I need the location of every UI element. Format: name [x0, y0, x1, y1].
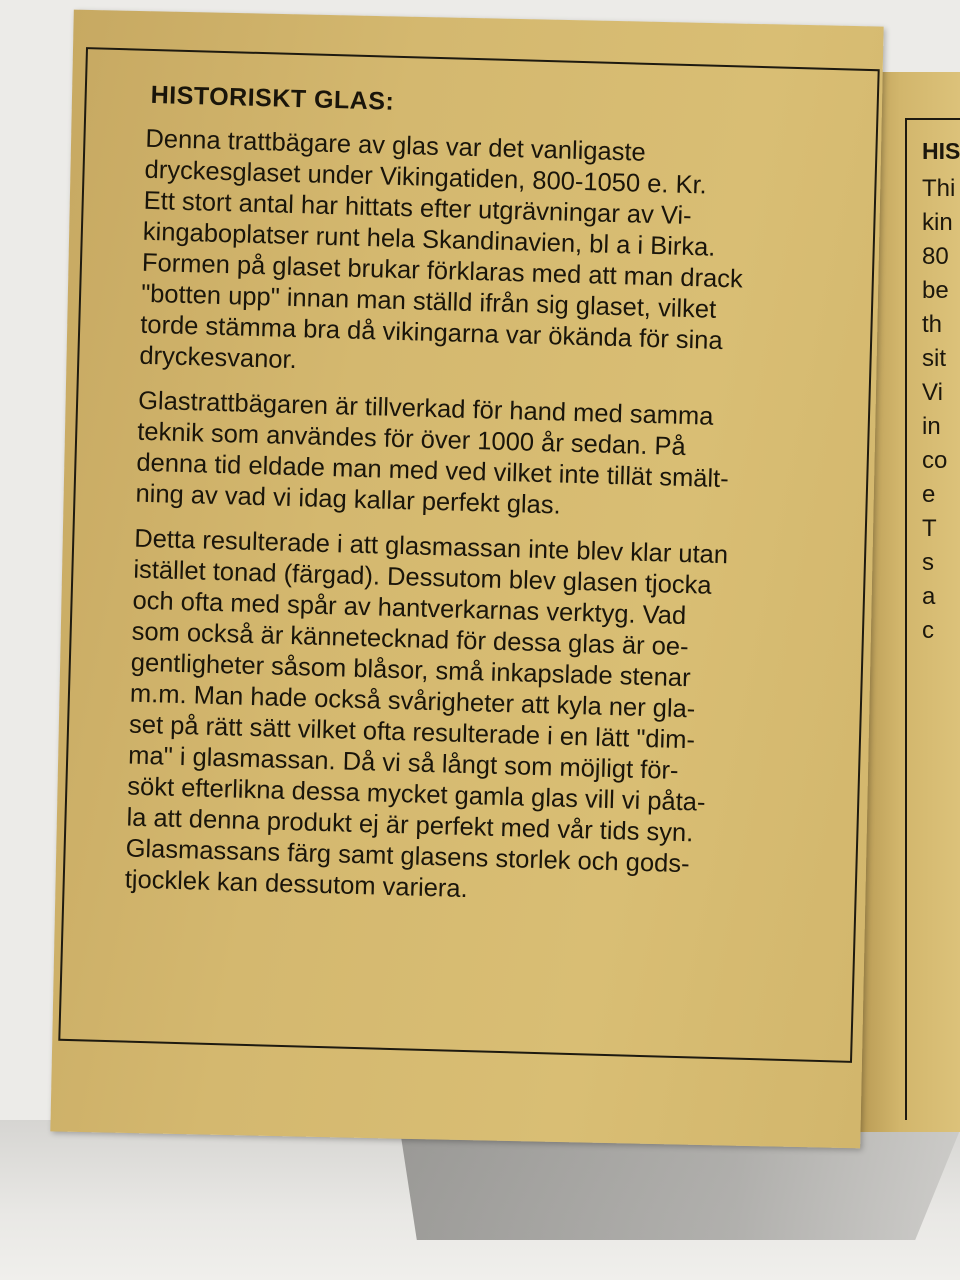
- right-page-text: [922, 134, 960, 648]
- right-page-line: Thi: [922, 175, 956, 202]
- page-title: HISTORISKT GLAS:: [150, 80, 395, 116]
- right-page-title-fragment: HIS: [922, 138, 960, 164]
- right-page-line: s: [922, 549, 934, 576]
- paragraph-history: Denna trattbägare av glas var det vanligaste dryckesglaset under Vikingatiden, 800-1050 e. Kr. Ett stort antal har hittats efter utgrävningar av Vi- kingaboplatser runt hela Skandinavien, bl a i Birka. Formen på glaset brukar förklaras med att man drack "botten upp" innan man ställd ifrån sig glaset, vilket torde stämma bra då vikingarna var ökända för sina dryckesvanor.: [139, 124, 744, 375]
- paragraph-imperfections: Detta resulterade i att glasmassan inte blev klar utan istället tonad (färgad). Dessutom blev glasen tjocka och ofta med spår av hantverkarnas verktyg. Vad som också är kännetecknad för dessa glas är oe- gentligheter såsom blåsor, små inkapslade stenar m.m. Man hade också svårigheter att kyla ner gla- set på rätt sätt vilket ofta resulterade i en lätt "dim- ma" i glasmassan. Då vi så långt som möjligt för- sökt efterlikna dessa mycket gamla glas vill vi påta- la att denna produkt ej är perfekt med vår tids syn. Glasmassans färg samt glasens storlek och gods- tjocklek kan dessutom variera.: [124, 524, 729, 904]
- leaflet-shadow: [400, 1130, 960, 1240]
- right-page-line: 80: [922, 243, 949, 270]
- right-page-line: e: [922, 481, 936, 508]
- text-frame: [58, 47, 879, 1063]
- right-page-line: sit: [922, 345, 946, 372]
- right-page-line: Vi: [922, 379, 943, 406]
- paragraph-craft: Glastrattbägaren är tillverkad för hand med samma teknik som användes för över 1000 år sedan. På denna tid eldade man med ved vilket inte tillät smält- ning av vad vi idag kallar perfekt glas.: [135, 386, 730, 520]
- right-page-line: be: [922, 277, 949, 304]
- right-page-line: th: [922, 311, 943, 338]
- right-page-line: in: [922, 413, 941, 440]
- right-page-line: T: [922, 515, 937, 542]
- right-page-line: c: [922, 617, 934, 644]
- right-page-line: kin: [922, 209, 953, 236]
- right-page-line: a: [922, 583, 936, 610]
- right-page-line: co: [922, 447, 948, 474]
